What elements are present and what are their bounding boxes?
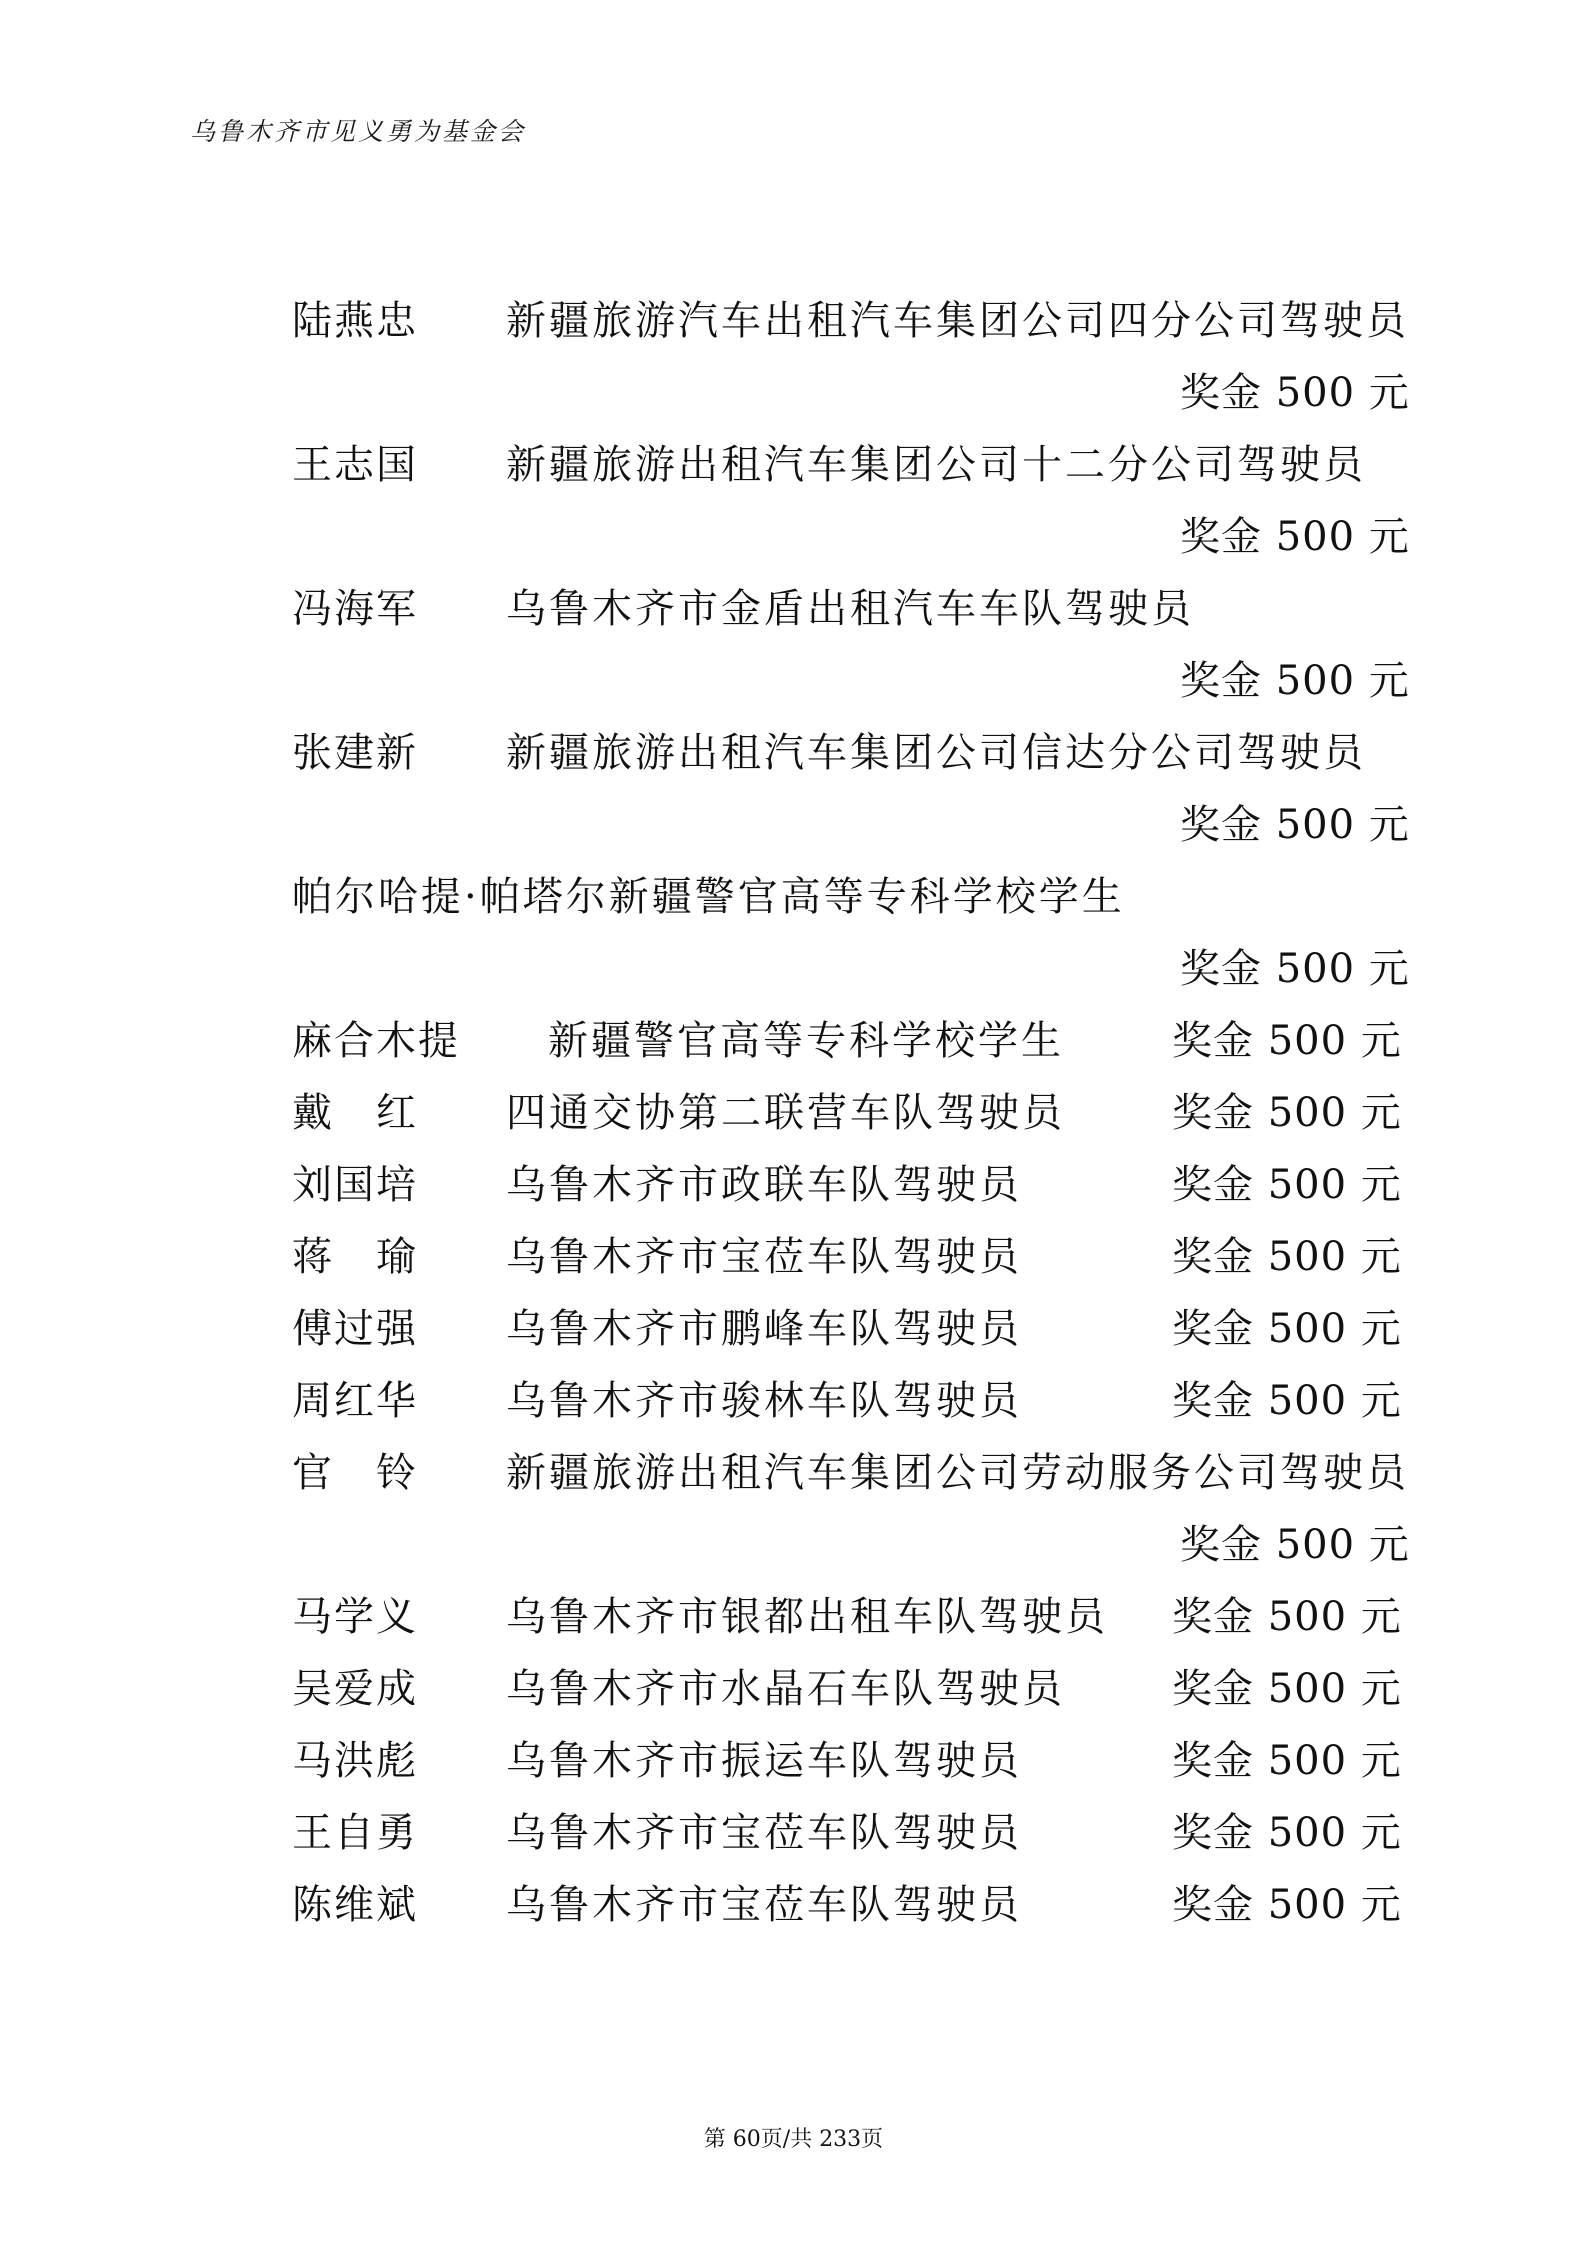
award-line (292, 933, 1410, 1005)
recipient-name: 戴 红 (292, 1090, 418, 1136)
award-list (292, 285, 1410, 1941)
recipient-name: 吴爱成 (292, 1666, 418, 1712)
award-amount: 奖金 500 元 (1172, 1594, 1402, 1640)
recipient-unit: 乌鲁木齐市宝莅车队驾驶员 (506, 1810, 1022, 1856)
award-line (292, 645, 1410, 717)
award-line (292, 357, 1410, 429)
list-item (292, 1293, 1402, 1365)
recipient-unit: 乌鲁木齐市政联车队驾驶员 (506, 1162, 1022, 1208)
list-item (292, 1869, 1402, 1941)
award-amount: 奖金 500 元 (1172, 1090, 1402, 1136)
list-item (292, 717, 1382, 789)
recipient-name: 马洪彪 (292, 1738, 418, 1784)
list-item (292, 429, 1382, 501)
award-amount: 奖金 500 元 (1172, 1882, 1402, 1928)
recipient-unit: 新疆旅游出租汽车集团公司十二分公司驾驶员 (506, 442, 1366, 488)
recipient-unit: 乌鲁木齐市鹏峰车队驾驶员 (506, 1306, 1022, 1352)
list-item (292, 1797, 1402, 1869)
award-line (292, 1509, 1410, 1581)
recipient-unit: 乌鲁木齐市宝莅车队驾驶员 (506, 1234, 1022, 1280)
award-amount: 奖金 500 元 (1172, 1018, 1402, 1064)
list-item (292, 285, 1409, 357)
award-amount: 奖金 500 元 (1180, 514, 1410, 560)
recipient-name: 马学义 (292, 1594, 418, 1640)
recipient-name: 张建新 (292, 730, 418, 776)
recipient-name-unit: 帕尔哈提·帕塔尔新疆警官高等专科学校学生 (292, 874, 1125, 920)
award-amount: 奖金 500 元 (1172, 1378, 1402, 1424)
award-line (292, 789, 1410, 861)
award-amount: 奖金 500 元 (1180, 946, 1410, 992)
recipient-name: 王志国 (292, 442, 418, 488)
recipient-unit: 新疆旅游出租汽车集团公司信达分公司驾驶员 (506, 730, 1366, 776)
list-item (292, 1725, 1402, 1797)
page-number: 第 60页/共 233页 (703, 2127, 884, 2152)
list-item (292, 1077, 1402, 1149)
list-item (292, 1365, 1402, 1437)
recipient-name: 王自勇 (292, 1810, 418, 1856)
foundation-header: 乌鲁木齐市见义勇为基金会 (190, 117, 527, 146)
list-item (292, 1581, 1402, 1653)
list-item (292, 573, 1382, 645)
award-amount: 奖金 500 元 (1180, 802, 1410, 848)
recipient-unit: 乌鲁木齐市振运车队驾驶员 (506, 1738, 1022, 1784)
list-item (292, 1653, 1402, 1725)
recipient-unit: 乌鲁木齐市金盾出租汽车车队驾驶员 (506, 586, 1194, 632)
recipient-unit: 乌鲁木齐市水晶石车队驾驶员 (506, 1666, 1065, 1712)
recipient-unit: 新疆警官高等专科学校学生 (548, 1018, 1064, 1064)
recipient-name: 陆燕忠 (292, 298, 418, 344)
list-item (292, 861, 1382, 933)
award-amount: 奖金 500 元 (1180, 1522, 1410, 1568)
recipient-unit: 乌鲁木齐市宝莅车队驾驶员 (506, 1882, 1022, 1928)
recipient-name: 官 铃 (292, 1450, 418, 1496)
list-item (292, 1149, 1402, 1221)
recipient-unit: 新疆旅游出租汽车集团公司劳动服务公司驾驶员 (506, 1450, 1409, 1496)
recipient-name: 傅过强 (292, 1306, 418, 1352)
award-amount: 奖金 500 元 (1172, 1162, 1402, 1208)
award-line (292, 501, 1410, 573)
recipient-name: 周红华 (292, 1378, 418, 1424)
recipient-name: 蒋 瑜 (292, 1234, 418, 1280)
award-amount: 奖金 500 元 (1172, 1738, 1402, 1784)
award-amount: 奖金 500 元 (1172, 1306, 1402, 1352)
recipient-unit: 四通交协第二联营车队驾驶员 (506, 1090, 1065, 1136)
recipient-unit: 乌鲁木齐市银都出租车队驾驶员 (506, 1594, 1108, 1640)
recipient-name: 冯海军 (292, 586, 418, 632)
recipient-unit: 乌鲁木齐市骏林车队驾驶员 (506, 1378, 1022, 1424)
award-amount: 奖金 500 元 (1172, 1666, 1402, 1712)
award-amount: 奖金 500 元 (1172, 1810, 1402, 1856)
award-amount: 奖金 500 元 (1180, 658, 1410, 704)
recipient-unit: 新疆旅游汽车出租汽车集团公司四分公司驾驶员 (506, 298, 1409, 344)
recipient-name: 刘国培 (292, 1162, 418, 1208)
list-item (292, 1437, 1409, 1509)
award-amount: 奖金 500 元 (1180, 370, 1410, 416)
list-item (292, 1221, 1402, 1293)
list-item (292, 1005, 1402, 1077)
recipient-name: 陈维斌 (292, 1882, 418, 1928)
recipient-name: 麻合木提 (292, 1018, 460, 1064)
award-amount: 奖金 500 元 (1172, 1234, 1402, 1280)
